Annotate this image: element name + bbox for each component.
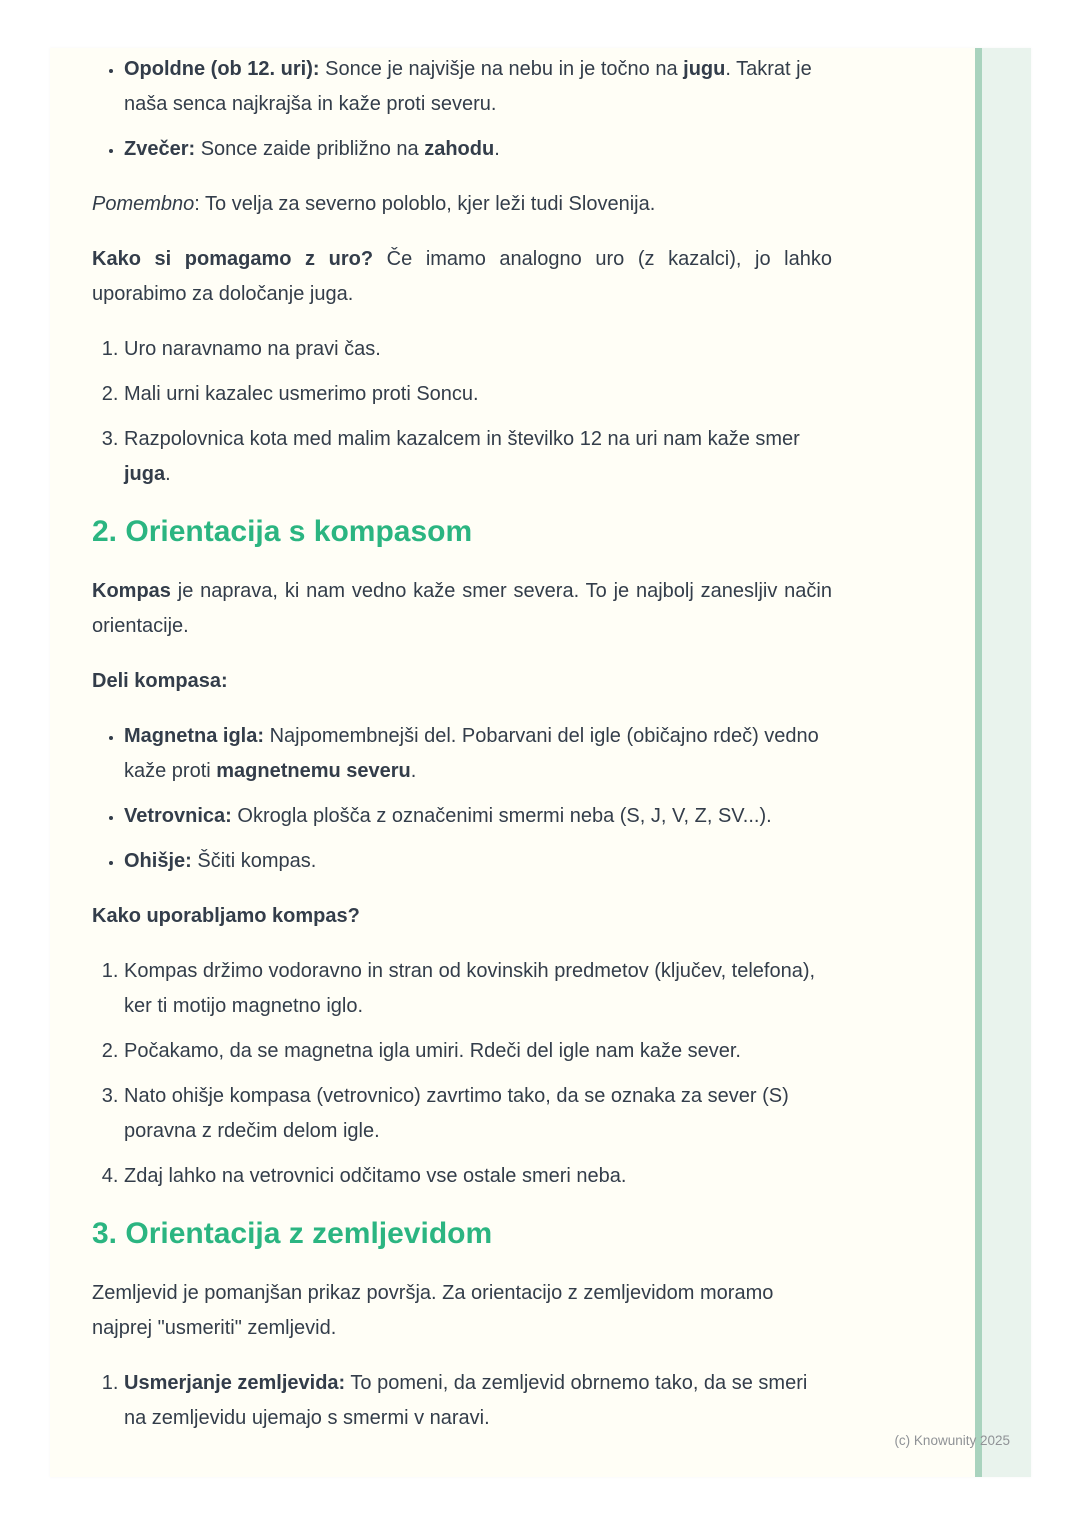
list-item	[124, 1079, 832, 1149]
text-run: Kompas držimo vodoravno in stran od kovinskih predmetov (ključev, telefona), ker ti motijo magnetno iglo.	[124, 960, 816, 1017]
list-item	[124, 1366, 832, 1436]
text-run: Zemljevid je pomanjšan prikaz površja. Za orientacijo z zemljevidom moramo najprej "usmeriti" zemljevid.	[92, 1282, 774, 1339]
bold-text: Usmerjanje zemljevida:	[124, 1372, 346, 1394]
numbered-list	[92, 954, 832, 1194]
text-run: Zdaj lahko na vetrovnici odčitamo vse ostale smeri neba.	[124, 1165, 627, 1187]
numbered-list	[92, 332, 832, 492]
list-item	[124, 1159, 832, 1194]
text-run: je naprava, ki nam vedno kaže smer severa. To je najbolj zanesljiv način orientacije.	[92, 580, 832, 637]
bold-text: Opoldne (ob 12. uri):	[124, 58, 320, 80]
list-item	[124, 132, 832, 167]
list-item	[124, 422, 832, 492]
document-content	[92, 52, 832, 1456]
text-run: Sonce zaide približno na	[195, 138, 425, 160]
bold-text: Vetrovnica:	[124, 805, 232, 827]
bold-text: Zvečer:	[124, 138, 196, 160]
text-run: . Takrat je naša senca najkrajša in kaže proti severu.	[124, 58, 812, 115]
bold-text: Ohišje:	[124, 850, 192, 872]
section-heading: 2. Orientacija s kompasom	[92, 515, 473, 548]
bold-text: juga	[124, 463, 166, 485]
list-item	[124, 844, 832, 879]
paragraph	[92, 664, 832, 699]
bold-text: Kompas	[92, 580, 171, 602]
bold-text: magnetnemu severu	[216, 760, 411, 782]
document-sheet	[50, 48, 1031, 1477]
copyright-watermark: (c) Knowunity 2025	[894, 1433, 1010, 1448]
text-run: To pomeni, da zemljevid obrnemo tako, da se smeri na zemljevidu ujemajo s smermi v naravi.	[124, 1372, 808, 1429]
italic-text: Pomembno	[92, 193, 195, 215]
text-run: Sonce je najvišje na nebu in je točno na	[319, 58, 684, 80]
text-run: .	[494, 138, 500, 160]
numbered-list	[92, 1366, 832, 1436]
paragraph	[92, 574, 832, 644]
paragraph	[92, 187, 832, 222]
text-run: Mali urni kazalec usmerimo proti Soncu.	[124, 383, 479, 405]
text-run: : To velja za severno poloblo, kjer leži tudi Slovenija.	[194, 193, 656, 215]
list-item	[124, 719, 832, 789]
text-run: .	[410, 760, 417, 782]
bullet-list	[92, 719, 832, 879]
accent-band-light-strip	[982, 48, 1031, 1477]
text-run: Uro naravnamo na pravi čas.	[124, 338, 381, 360]
bold-text: zahodu	[424, 138, 495, 160]
list-item	[124, 332, 832, 367]
bold-text: Magnetna igla:	[124, 725, 265, 747]
right-accent-band	[975, 48, 1031, 1477]
paragraph	[92, 242, 832, 312]
paragraph	[92, 1276, 832, 1346]
bold-text: jugu	[683, 58, 726, 80]
bullet-list	[92, 52, 832, 167]
section-heading: 3. Orientacija z zemljevidom	[92, 1217, 493, 1250]
bold-text: Kako si pomagamo z uro?	[92, 248, 374, 270]
text-run: Nato ohišje kompasa (vetrovnico) zavrtimo tako, da se oznaka za sever (S) poravna z rdečim delom igle.	[124, 1085, 789, 1142]
text-run: Ščiti kompas.	[191, 850, 317, 872]
list-item	[124, 377, 832, 412]
accent-band-dark-strip	[975, 48, 982, 1477]
list-item	[124, 799, 832, 834]
text-run: Razpolovnica kota med malim kazalcem in številko 12 na uri nam kaže smer	[124, 428, 800, 450]
bold-text: Deli kompasa:	[92, 670, 228, 692]
paragraph	[92, 899, 832, 934]
text-run: Okrogla plošča z označenimi smermi neba (S, J, V, Z, SV...).	[231, 805, 772, 827]
bold-text: Kako uporabljamo kompas?	[92, 905, 360, 927]
text-run: Počakamo, da se magnetna igla umiri. Rdeči del igle nam kaže sever.	[124, 1040, 741, 1062]
text-run: Najpomembnejši del. Pobarvani del igle (običajno rdeč) vedno kaže proti	[124, 725, 819, 782]
list-item	[124, 1034, 832, 1069]
list-item	[124, 52, 832, 122]
text-run: Če imamo analogno uro (z kazalci), jo lahko uporabimo za določanje juga.	[92, 248, 832, 305]
list-item	[124, 954, 832, 1024]
text-run: .	[165, 463, 171, 485]
